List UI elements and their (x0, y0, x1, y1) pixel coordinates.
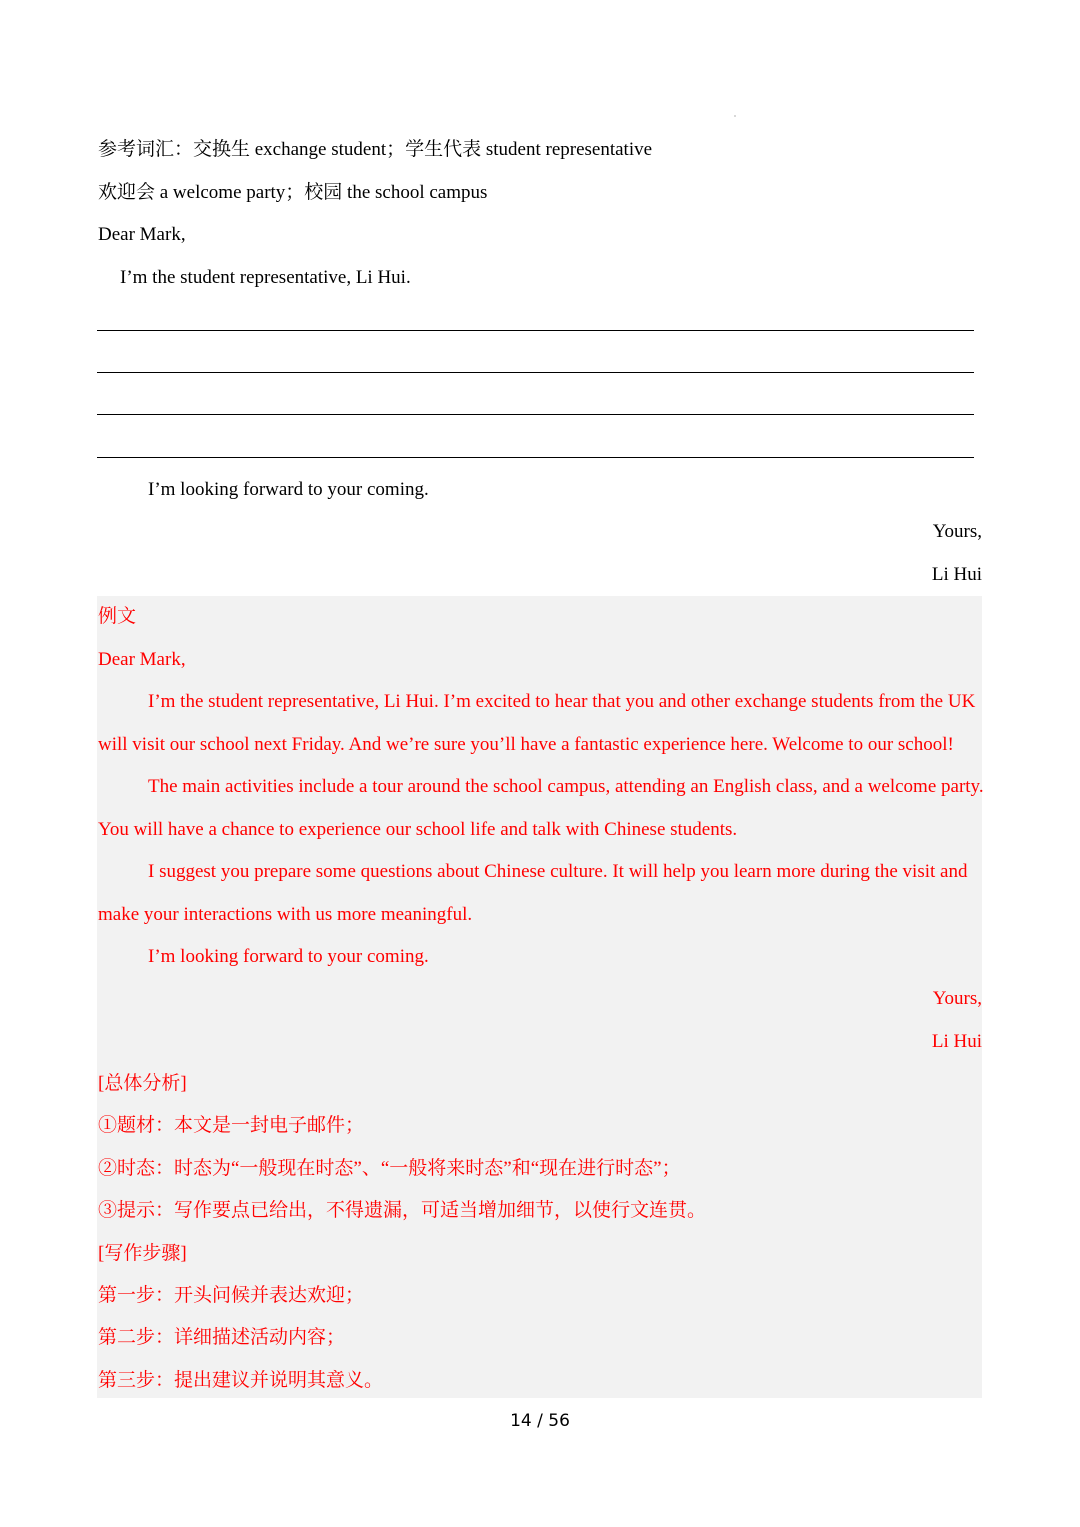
analysis-heading: [总体分析] (98, 1073, 187, 1094)
writing-line-3 (97, 414, 974, 415)
letter-signoff: Yours, (932, 521, 982, 542)
letter-greeting: Dear Mark, (98, 224, 186, 245)
sample-paragraph-3-line-2: make your interactions with us more meaningful. (98, 904, 473, 925)
step-2: 第二步：详细描述活动内容； (98, 1327, 346, 1348)
writing-line-1 (97, 330, 974, 331)
sample-paragraph-1-line-2: will visit our school next Friday. And we’re sure you’ll have a fantastic experience here. Welcome to our school! (98, 734, 954, 755)
sample-greeting: Dear Mark, (98, 649, 186, 670)
step-1: 第一步：开头问候并表达欢迎； (98, 1285, 365, 1306)
answer-panel (97, 596, 982, 1398)
sample-paragraph-2-line-2: You will have a chance to experience our school life and talk with Chinese students. (98, 819, 738, 840)
sample-signature: Li Hui (931, 1031, 982, 1052)
analysis-item-3: ③提示：写作要点已给出，不得遗漏，可适当增加细节，以使行文连贯。 (98, 1200, 707, 1221)
steps-heading: [写作步骤] (98, 1243, 187, 1264)
page-number: 14 / 56 (510, 1411, 570, 1431)
sample-paragraph-1-line-1: I’m the student representative, Li Hui. I’m excited to hear that you and other exchange students from the UK (148, 691, 976, 712)
sample-paragraph-3-line-1: I suggest you prepare some questions about Chinese culture. It will help you learn more during the visit and (148, 861, 968, 882)
letter-signature: Li Hui (931, 564, 982, 585)
writing-line-4 (97, 457, 974, 458)
letter-intro: I’m the student representative, Li Hui. (120, 267, 411, 288)
sample-signoff: Yours, (932, 988, 982, 1009)
step-3: 第三步：提出建议并说明其意义。 (98, 1370, 384, 1391)
writing-line-2 (97, 372, 974, 373)
analysis-item-2: ②时态：时态为“一般现在时态”、“一般将来时态”和“现在进行时态”； (98, 1158, 681, 1179)
letter-closing: I’m looking forward to your coming. (148, 479, 429, 500)
vocab-line-2: 欢迎会 a welcome party；校园 the school campus (98, 182, 488, 203)
scan-speck (734, 115, 736, 117)
analysis-item-1: ①题材：本文是一封电子邮件； (98, 1115, 365, 1136)
sample-paragraph-2-line-1: The main activities include a tour around the school campus, attending an English class, and a welcome party. (148, 776, 984, 797)
sample-heading: 例文 (98, 606, 137, 627)
vocab-line-1: 参考词汇：交换生 exchange student；学生代表 student representative (98, 139, 653, 160)
sample-closing: I’m looking forward to your coming. (148, 946, 429, 967)
